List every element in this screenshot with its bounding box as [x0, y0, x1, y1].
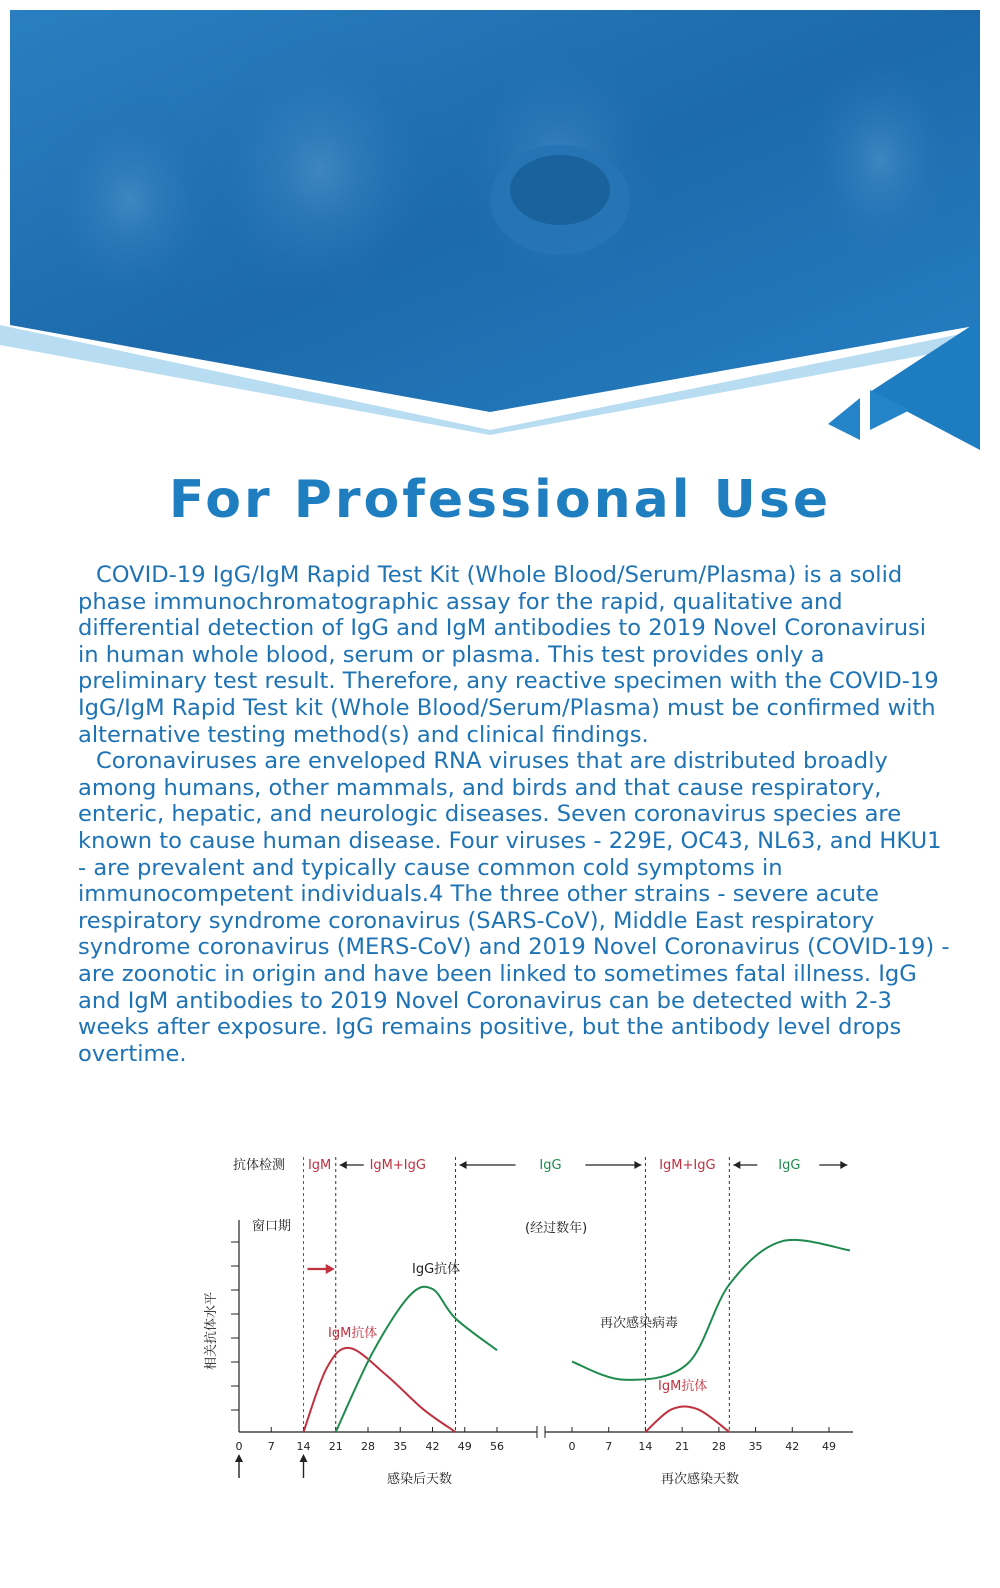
x-tick-label: 28 — [361, 1440, 375, 1453]
x-tick-label: 14 — [638, 1440, 653, 1453]
x-tick-label: 21 — [675, 1440, 690, 1453]
x-tick-label: 21 — [328, 1440, 343, 1453]
x-tick-label: 35 — [748, 1440, 763, 1453]
years-label: (经过数年) — [525, 1221, 588, 1236]
phase-row-label: 抗体检测 — [233, 1158, 286, 1173]
phase-label-igg-reinfection: IgG — [778, 1158, 801, 1173]
paragraph-coronaviruses: Coronaviruses are enveloped RNA viruses that are distributed broadly among humans, other mammals, and birds and that cause respiratory, enteric, hepatic, and neurologic diseases. Seven coronavirus species are known to cause human disease. Four viruses - 229E, OC43, NL63, and HKU1 - are prevalent and typically cause common cold symptoms in immunocompetent individuals.4 The three other strains - severe acute respiratory syndrome coronavirus (SARS-CoV), Middle East respiratory syndrome coronavirus (MERS-CoV) and 2019 Novel Coronavirus (COVID-19) - are zoonotic in origin and have been linked to sometimes fatal illness. IgG and IgM antibodies to 2019 Novel Coronavirus can be detected with 2-3 weeks after exposure. IgG remains positive, but the antibody level drops overtime. — [78, 748, 950, 1067]
phase-arrow-head — [733, 1161, 740, 1169]
x-tick-label: 42 — [785, 1440, 800, 1453]
igm-antibody-label-2: IgM抗体 — [658, 1379, 708, 1394]
x-tick-label: 35 — [393, 1440, 408, 1453]
paragraph-intro: COVID-19 IgG/IgM Rapid Test Kit (Whole Blood/Serum/Plasma) is a solid phase immunochromatographic assay for the rapid, qualitative and differential detection of IgG and IgM antibodies to 2019 Novel Coronavirusi in human whole blood, serum or plasma. This test provides only a preliminary test result. Therefore, any reactive specimen with the COVID-19 IgG/IgM Rapid Test kit (Whole Blood/Serum/Plasma) must be confirmed with alternative testing method(s) and clinical findings. — [78, 562, 939, 748]
y-axis-label: 相关抗体水平 — [204, 1291, 219, 1370]
phase-label-igg: IgG — [539, 1158, 562, 1173]
series-line-igm — [645, 1406, 729, 1432]
chart-axes — [231, 1220, 853, 1478]
x-tick-label: 42 — [425, 1440, 440, 1453]
x-tick-label: 49 — [457, 1440, 472, 1453]
x-tick-label: 28 — [711, 1440, 726, 1453]
chart-series — [304, 1240, 850, 1432]
series-line-igg — [572, 1240, 850, 1380]
phase-arrow-head — [460, 1161, 467, 1169]
phase-label-igm-igg-reinfection: IgM+IgG — [659, 1158, 716, 1173]
x-tick-label: 56 — [490, 1440, 504, 1453]
series-line-igm — [304, 1348, 456, 1432]
x-tick-label: 7 — [267, 1440, 275, 1453]
x-tick-label: 7 — [605, 1440, 613, 1453]
phase-label-igm: IgM — [307, 1158, 332, 1173]
x-tick-label: 49 — [822, 1440, 836, 1453]
header-banner — [0, 0, 1000, 460]
x-axis-label-second: 再次感染天数 — [661, 1472, 740, 1487]
x-tick-label: 14 — [296, 1440, 311, 1453]
phase-arrow-head — [634, 1161, 641, 1169]
phase-arrow-head — [340, 1161, 347, 1169]
phase-arrow-head — [840, 1161, 847, 1169]
description-text — [78, 562, 950, 1067]
infection-arrow-head — [235, 1454, 243, 1462]
page-title: For Professional Use — [168, 470, 832, 530]
x-tick-label: 0 — [568, 1440, 576, 1453]
phase-dividers — [304, 1157, 848, 1432]
phase-label-igm-igg: IgM+IgG — [369, 1158, 426, 1173]
window-arrow-head — [326, 1264, 335, 1274]
antibody-chart — [195, 1145, 875, 1505]
infection-arrow-head — [300, 1454, 308, 1462]
reinfection-label: 再次感染病毒 — [600, 1316, 679, 1331]
banner-triangle-small — [828, 398, 860, 440]
window-period-label: 窗口期 — [252, 1219, 292, 1234]
x-axis-label-first: 感染后天数 — [387, 1472, 453, 1487]
x-tick-label: 0 — [235, 1440, 243, 1453]
igg-antibody-label: IgG抗体 — [412, 1262, 461, 1277]
igm-antibody-label-1: IgM抗体 — [328, 1326, 378, 1341]
series-line-igg — [336, 1287, 497, 1432]
